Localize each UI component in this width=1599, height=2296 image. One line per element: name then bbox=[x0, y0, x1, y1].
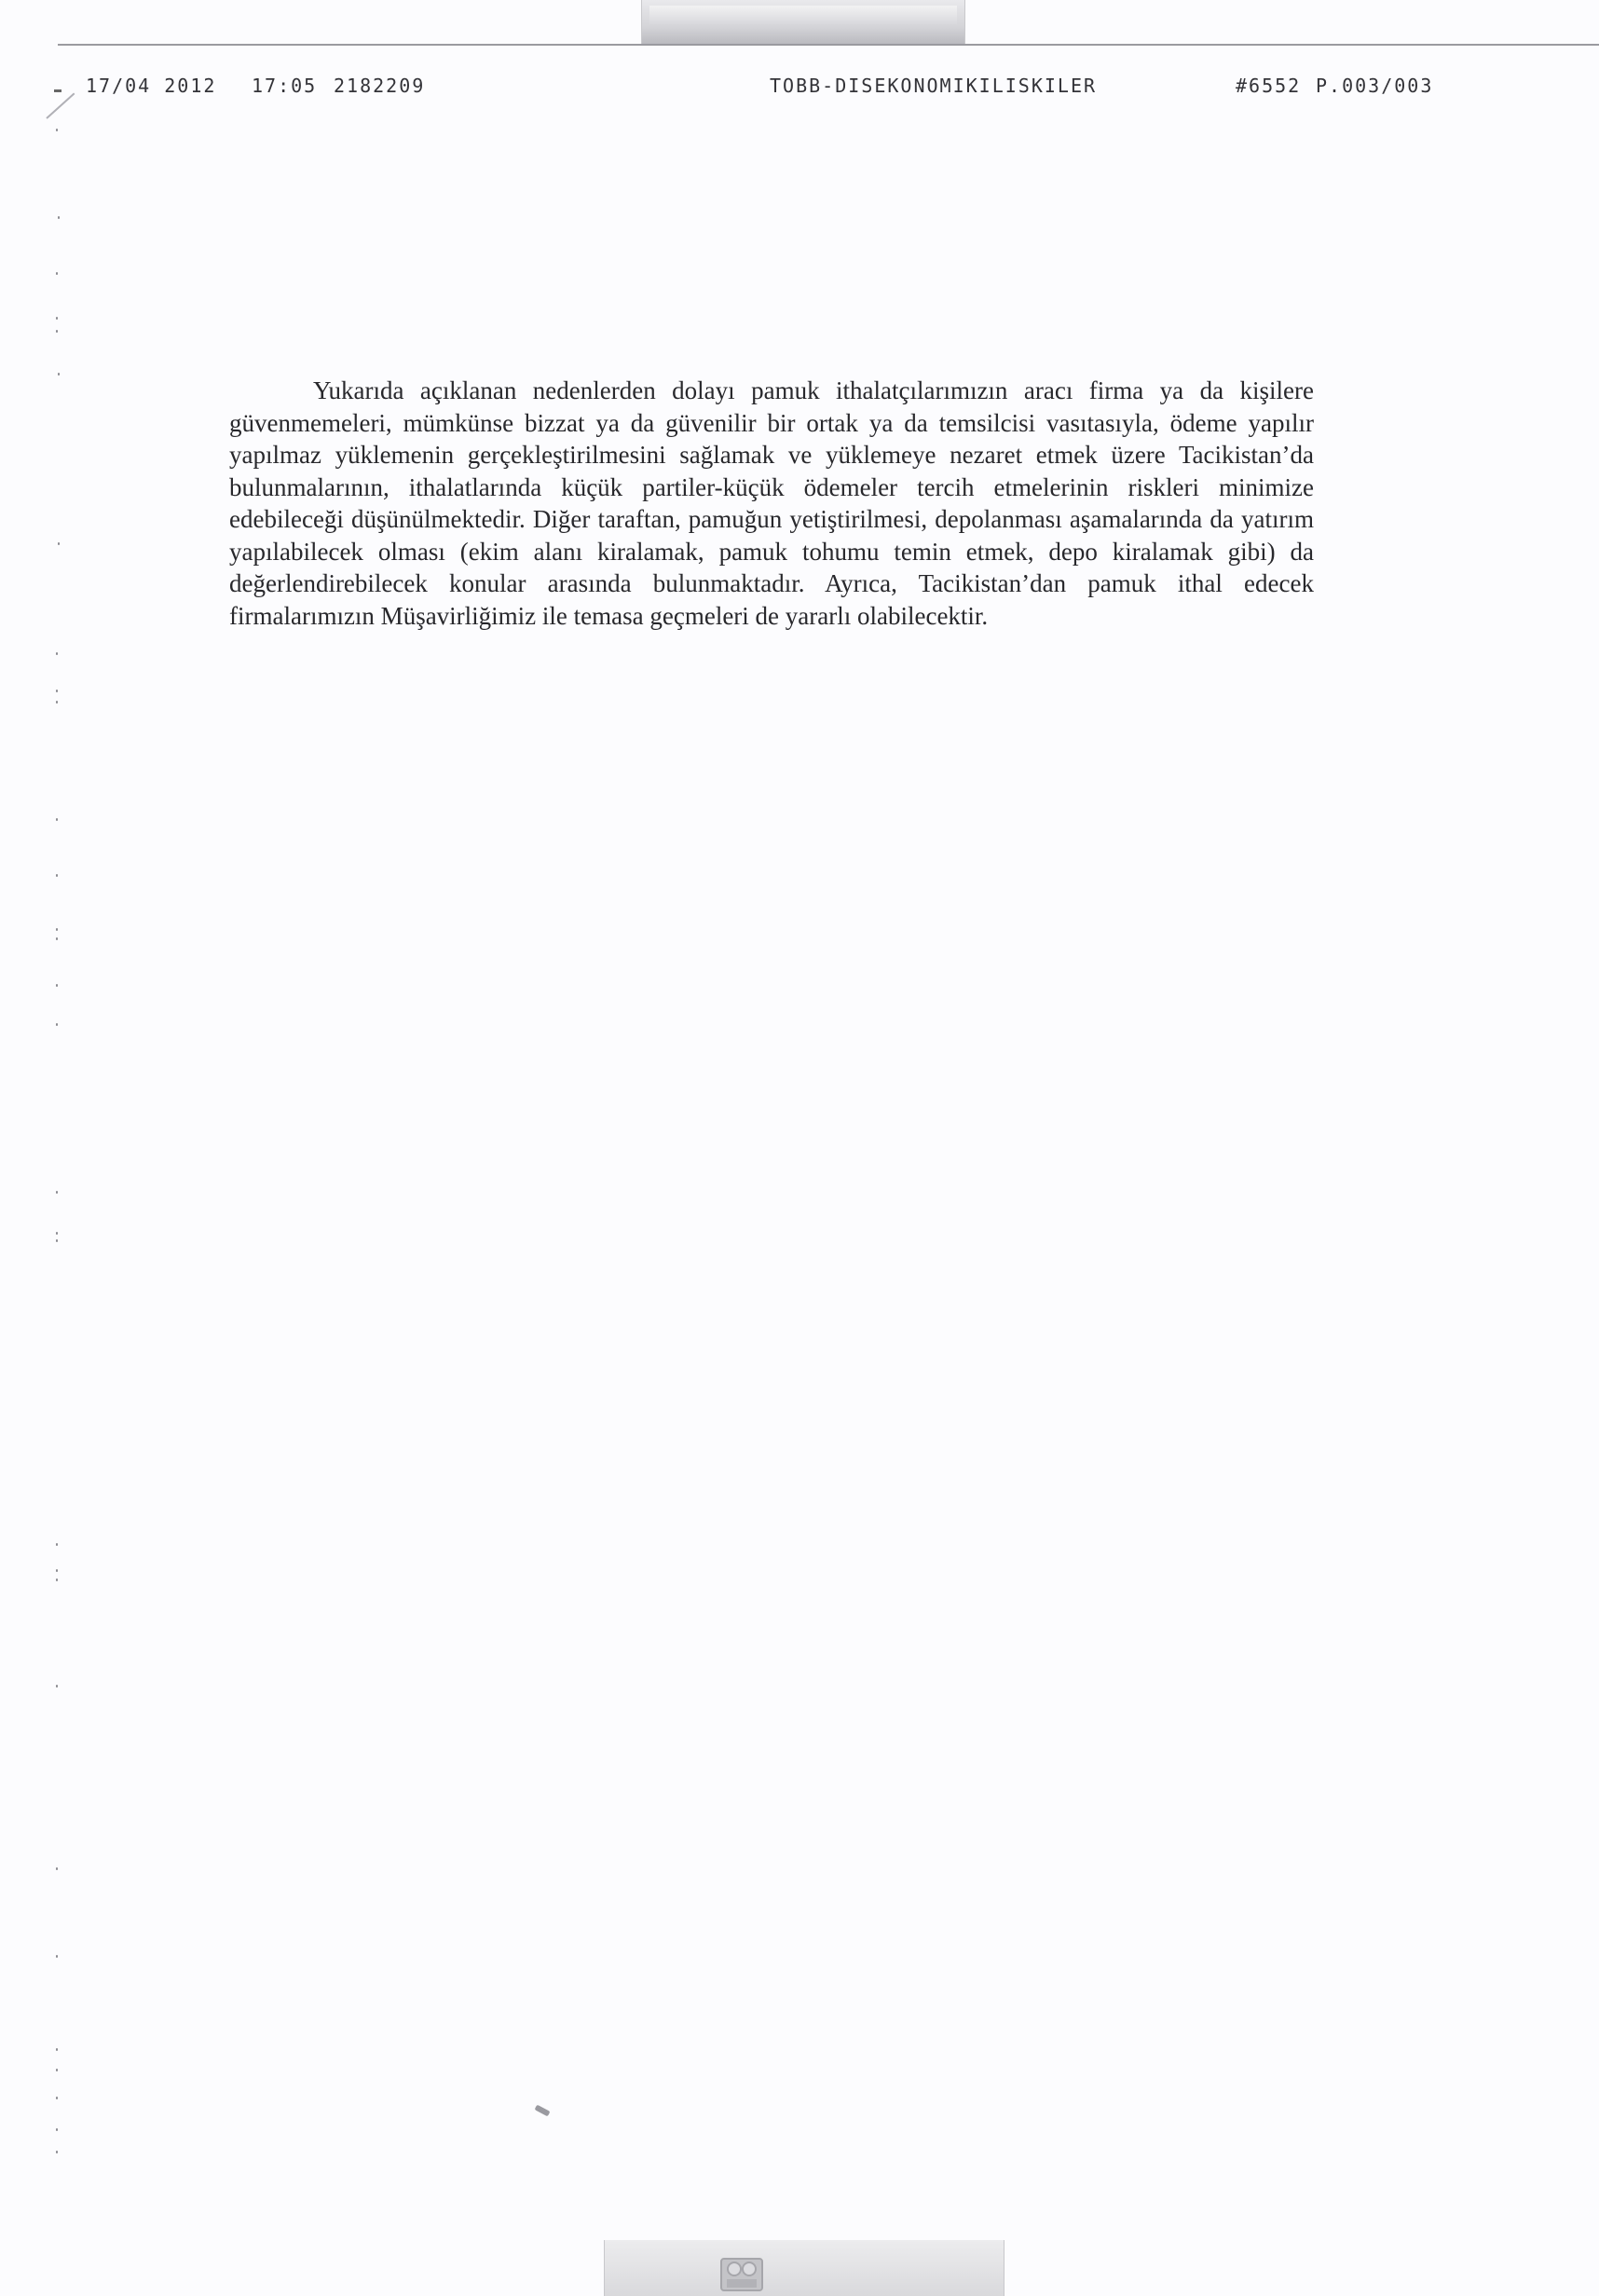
margin-speck bbox=[56, 928, 58, 931]
margin-speck bbox=[56, 1191, 58, 1194]
body-paragraph: Yukarıda açıklanan nedenlerden dolayı pamuk ithalatçılarımızın aracı firma ya da kişilere güvenmemeleri, mümkünse bizzat ya da güvenilir bir ortak ya da temsilcisi vasıtasıyla, ödeme yapılır yapılmaz yüklemenin gerçekleştirilmesini sağlamak ve yüklemeye nezaret etmek üzere Tacikistan’da bulunmalarının, ithalatlarında küçük partiler-küçük ödemeler tercih etmelerinin riskleri minimize edebileceği düşünülmektedir. Diğer taraftan, pamuğun yetiştirilmesi, depolanması aşamalarında da yatırım yapılabilecek olması (ekim alanı kiralamak, pamuk tohumu temin etmek, depo kiralamak gibi) da değerlendirebilecek konular arasında bulunmaktadır. Ayrıca, Tacikistan’dan pamuk ithal edecek firmalarımızın Müşavirliğimiz ile temasa geçmeleri de yararlı olabilecektir. bbox=[229, 376, 1314, 630]
margin-speck bbox=[56, 874, 58, 877]
scan-mark bbox=[54, 89, 62, 92]
margin-speck bbox=[56, 1867, 58, 1870]
fax-job-number: #6552 bbox=[1236, 75, 1302, 97]
margin-speck bbox=[56, 129, 58, 131]
film-reel-icon bbox=[718, 2253, 766, 2294]
margin-speck bbox=[56, 2151, 58, 2153]
fax-header bbox=[0, 75, 1599, 102]
margin-speck bbox=[56, 1239, 58, 1242]
scanner-edge-top bbox=[641, 0, 965, 45]
fax-sender-id: TOBB-DISEKONOMIKILISKILER bbox=[770, 75, 1098, 97]
margin-speck bbox=[56, 2097, 58, 2099]
margin-speck bbox=[56, 652, 58, 655]
margin-speck bbox=[56, 1578, 58, 1581]
margin-speck bbox=[56, 1569, 58, 1572]
margin-speck bbox=[56, 317, 58, 320]
margin-speck bbox=[56, 1232, 58, 1235]
margin-speck bbox=[56, 2048, 58, 2051]
margin-speck bbox=[56, 984, 58, 987]
margin-speck bbox=[56, 330, 58, 333]
margin-speck bbox=[56, 2128, 58, 2131]
margin-speck bbox=[58, 373, 60, 376]
margin-speck bbox=[58, 216, 60, 219]
margin-speck bbox=[56, 690, 58, 692]
fax-page-info: P.003/003 bbox=[1316, 75, 1434, 97]
margin-speck bbox=[56, 1023, 58, 1026]
margin-speck bbox=[56, 2069, 58, 2071]
margin-speck bbox=[56, 818, 58, 821]
margin-speck bbox=[56, 1543, 58, 1546]
margin-speck bbox=[58, 542, 60, 545]
margin-speck bbox=[56, 701, 58, 704]
fax-phone-number: 2182209 bbox=[334, 75, 426, 97]
fax-date: 17/04 2012 bbox=[86, 75, 217, 97]
margin-speck bbox=[56, 937, 58, 940]
margin-speck bbox=[56, 1955, 58, 1958]
fax-time: 17:05 bbox=[252, 75, 318, 97]
margin-speck bbox=[56, 272, 58, 275]
margin-speck bbox=[56, 1685, 58, 1688]
scanner-edge-bottom bbox=[604, 2240, 1004, 2296]
header-rule bbox=[58, 44, 1599, 46]
